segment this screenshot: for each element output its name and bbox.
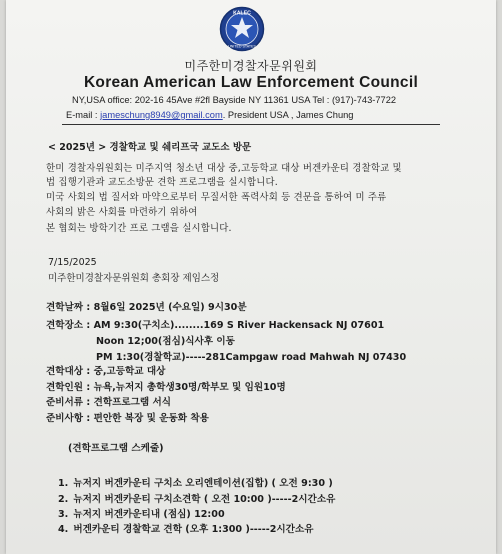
document-date: 7/15/2025: [48, 257, 97, 268]
schedule-text: 뉴저지 버겐카운티 구치소 오리엔테이션(집합) ( 오전 9:30 ): [73, 478, 333, 489]
schedule-text: 뉴저지 버겐카운티내 (점심) 12:00: [73, 509, 225, 520]
email-president-line: [66, 110, 353, 120]
visit-place-noon: Noon 12;00(점심)식사후 이동: [96, 336, 235, 347]
schedule-num: 2.: [58, 494, 69, 505]
visit-place-row: 견학장소 : AM 9:30(구치소)........169 S River Hackensack NJ 07601: [46, 320, 385, 331]
email-link[interactable]: jameschung8949@gmail.com: [100, 110, 223, 120]
president-text: . President USA , James Chung: [222, 110, 354, 120]
org-name-korean: 미주한미경찰자문위원회: [184, 59, 318, 73]
schedule-item: [58, 491, 335, 505]
kalec-seal-logo: [219, 6, 265, 52]
schedule-text: 뉴저지 버겐카운티 구치소견학 ( 오전 10:00 )-----2시간소유: [73, 494, 336, 505]
office-address: NY,USA office: 202-16 45Ave #2fl Bayside NY 11361 USA Tel : (917)-743-7722: [72, 95, 397, 105]
email-label: E-mail :: [66, 110, 101, 120]
body-line: 한미 경찰자위원회는 미주지역 청소년 대상 중,고등학교 대상 버겐카운티 경찰학교 및: [46, 163, 402, 174]
body-line: 본 협회는 방학기간 프로 그램을 실시합니다.: [46, 223, 232, 234]
schedule-item: [58, 475, 333, 489]
header-divider: [62, 124, 440, 125]
org-name-english: Korean American Law Enforcement Council: [83, 74, 419, 91]
prep-items-row: 준비사항 : 편안한 복장 및 운동화 착용: [46, 413, 209, 424]
body-line: 미국 사회의 법 질서와 마약으로부터 무질서한 폭력사회 등 견문을 통하여 미 주류: [46, 192, 387, 203]
visit-target-row: 견학대상 : 중,고등학교 대상: [46, 366, 166, 377]
signature-line: 미주한미경찰자문위원회 총회장 제임스정: [48, 273, 220, 284]
schedule-item: [58, 521, 313, 535]
body-line: 법 집행기관과 교도소방문 견학 프로그램을 실시합니다.: [46, 177, 278, 188]
visit-place-pm: PM 1:30(경찰학교)-----281Campgaw road Mahwah NJ 07430: [96, 352, 407, 363]
schedule-num: 3.: [58, 509, 69, 520]
schedule-num: 4.: [58, 524, 69, 535]
section-title: < 2025년 > 경찰학교 및 쉐리프국 교도소 방문: [48, 142, 252, 153]
prep-docs-row: 준비서류 : 견학프로그램 서식: [46, 397, 172, 408]
svg-text:KALEC: KALEC: [233, 10, 251, 17]
schedule-item: [58, 506, 225, 520]
svg-text:UNITED STATES: UNITED STATES: [228, 44, 256, 49]
body-line: 사회의 밝은 사회를 마련하기 위하여: [46, 207, 198, 218]
schedule-num: 1.: [58, 478, 69, 489]
schedule-title: (견학프로그램 스케줄): [68, 443, 164, 454]
visit-people-row: 견학인원 : 뉴욕,뉴저지 총학생30명/학부모 및 임원10명: [46, 382, 286, 393]
schedule-text: 버겐카운티 경찰학교 견학 (오후 1:300 )-----2시간소유: [73, 524, 314, 535]
document-page: [6, 0, 496, 554]
visit-date-row: 견학날짜 : 8월6일 2025년 (수요일) 9시30분: [46, 302, 247, 313]
